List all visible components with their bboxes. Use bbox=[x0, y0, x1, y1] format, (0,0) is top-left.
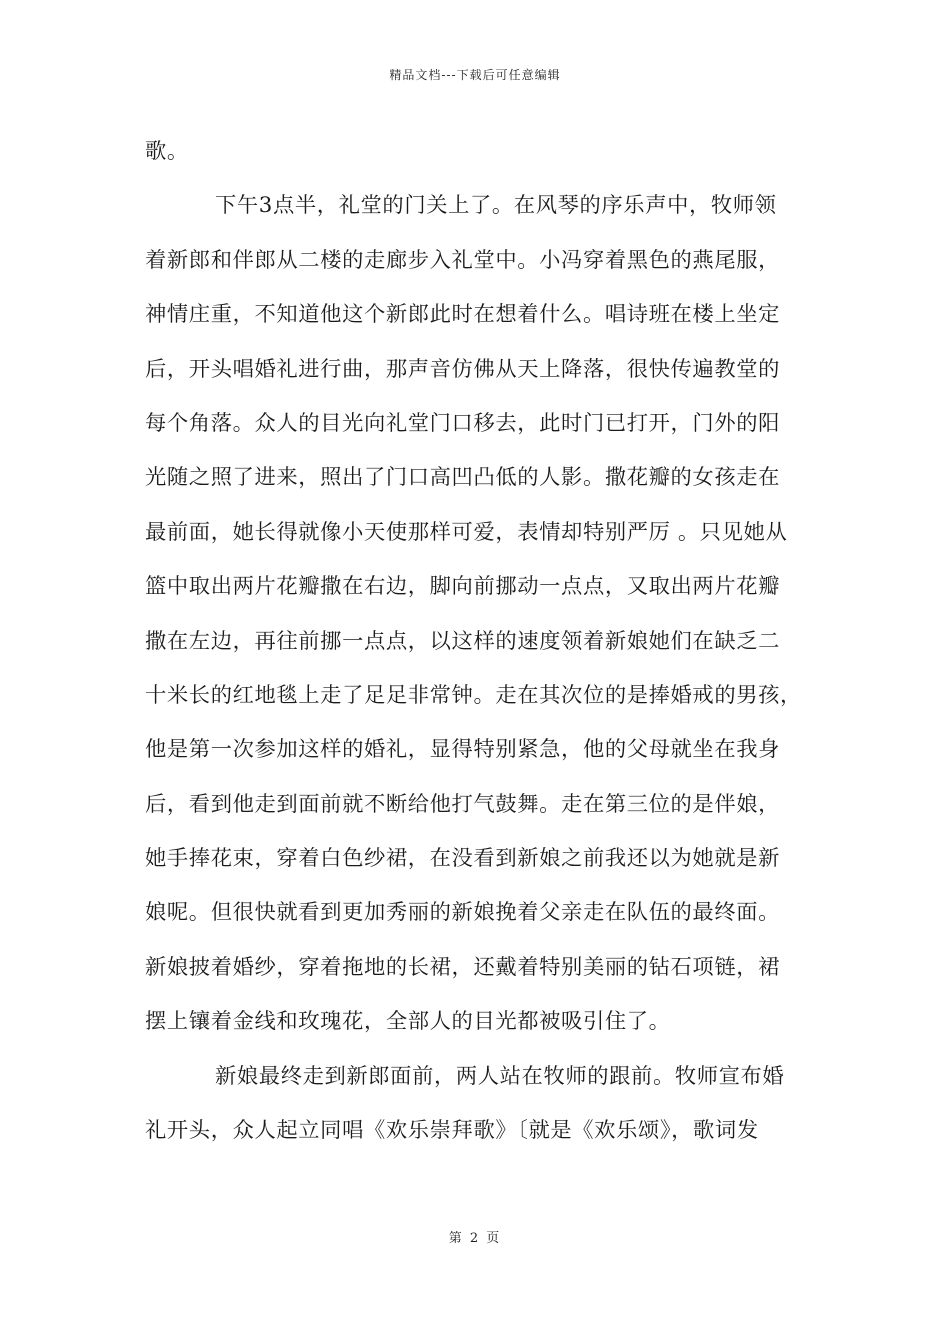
text-line: 新娘披着婚纱，穿着拖地的长裙，还戴着特别美丽的钻石项链，裙 bbox=[145, 954, 781, 980]
text-line: 十米长的红地毯上走了足足非常钟。走在其次位的是捧婚戒的男孩， bbox=[145, 682, 802, 708]
text-line: 每个角落。众人的目光向礼堂门口移去，此时门已打开，门外的阳 bbox=[145, 410, 781, 436]
text-line: 她手捧花束，穿着白色纱裙，在没看到新娘之前我还以为她就是新 bbox=[145, 846, 781, 872]
body-text bbox=[145, 130, 817, 1163]
text-line: 撒在左边，再往前挪一点点，以这样的速度领着新娘她们在缺乏二 bbox=[145, 628, 781, 654]
text-line: 神情庄重，不知道他这个新郎此时在想着什么。唱诗班在楼上坐定 bbox=[145, 302, 781, 328]
text-line: 礼开头，众人起立同唱《欢乐崇拜歌》〔就是《欢乐颂》，歌词发 bbox=[145, 1118, 759, 1144]
text-line: 新娘最终走到新郎面前，两人站在牧师的跟前。牧师宣布婚 bbox=[215, 1063, 785, 1089]
text-line: 篮中取出两片花瓣撒在右边，脚向前挪动一点点，又取出两片花瓣 bbox=[145, 574, 781, 600]
text-line: 后，看到他走到面前就不断给他打气鼓舞。走在第三位的是伴娘， bbox=[145, 791, 781, 817]
page-header: 精品文档---下载后可任意编辑 bbox=[389, 68, 561, 82]
text-line: 他是第一次参加这样的婚礼，显得特别紧急，他的父母就坐在我身 bbox=[145, 737, 781, 763]
text-line: 最前面，她长得就像小天使那样可爱，表情却特别严厉 。只见她从 bbox=[145, 519, 788, 545]
page-number: 第 2 页 bbox=[448, 1231, 502, 1246]
text-line: 娘呢。但很快就看到更加秀丽的新娘挽着父亲走在队伍的最终面。 bbox=[145, 900, 781, 926]
text-line: 歌。 bbox=[145, 139, 189, 164]
text-line: 后，开头唱婚礼进行曲，那声音仿佛从天上降落，很快传遍教堂的 bbox=[145, 356, 781, 382]
text-line: 光随之照了进来，照出了门口高凹凸低的人影。撒花瓣的女孩走在 bbox=[145, 465, 781, 491]
text-line: 摆上镶着金线和玫瑰花，全部人的目光都被吸引住了。 bbox=[145, 1009, 671, 1035]
text-line: 下午3点半，礼堂的门关上了。在风琴的序乐声中，牧师领 bbox=[215, 193, 777, 219]
text-line: 着新郎和伴郎从二楼的走廊步入礼堂中。小冯穿着黑色的燕尾服， bbox=[145, 247, 781, 273]
